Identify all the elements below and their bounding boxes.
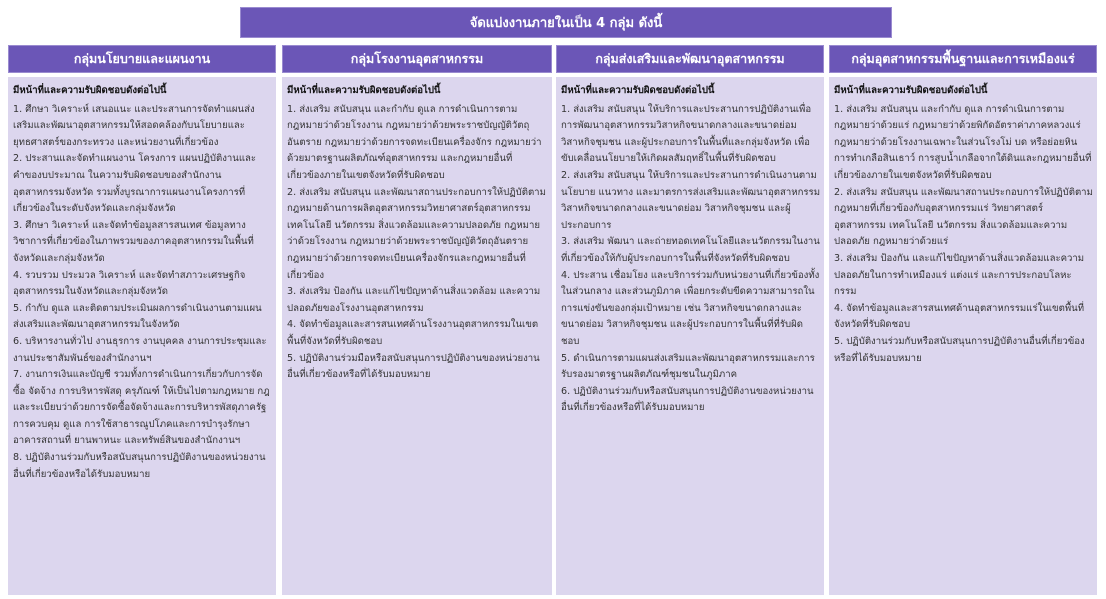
list-item: 1. ส่งเสริม สนับสนุน ให้บริการและประสานการปฏิบัติงานเพื่อการพัฒนาอุตสาหกรรมวิสาหกิจขนาดกลางและขนาดย่อม วิสาหกิจชุมชน และผู้ประกอบการในพื้นที่และกลุ่มจังหวัด เพื่อขับเคลื่อนนโยบายให้เกิดผลสัมฤทธิ์ในพื้นที่รับผิดชอบ <box>561 103 812 165</box>
page-title: จัดแบ่งงานภายในเป็น 4 กลุ่ม ดังนี้ <box>240 7 892 38</box>
list-item: 2. ส่งเสริม สนับสนุน ให้บริการและประสานการดำเนินงานตามนโยบาย แนวทาง และมาตรการส่งเสริมและพัฒนาอุตสาหกรรม วิสาหกิจขนาดกลางและขนาดย่อม วิสาหกิจชุมชน และผู้ประกอบการ <box>561 169 821 231</box>
responsibility-heading: มีหน้าที่และความรับผิดชอบดังต่อไปนี้ <box>287 85 441 96</box>
list-item: 1. ศึกษา วิเคราะห์ เสนอแนะ และประสานการจัดทำแผนส่งเสริมและพัฒนาอุตสาหกรรมให้สอดคล้องกับนโยบายและยุทธศาสตร์ของกระทรวง และหน่วยงานที่เกี่ยวข้อง <box>13 103 255 148</box>
responsibility-heading: มีหน้าที่และความรับผิดชอบดังต่อไปนี้ <box>13 85 167 96</box>
column-policy-planning <box>8 45 276 595</box>
list-item: 3. ส่งเสริม ป้องกัน และแก้ไขปัญหาด้านสิ่งแวดล้อม และความปลอดภัยของโรงงานอุตสาหกรรม <box>287 286 541 314</box>
column-industrial-factories <box>282 45 552 595</box>
column-body <box>282 77 552 595</box>
list-item: 2. ประสานและจัดทำแผนงาน โครงการ แผนปฏิบัติงานและคำของบประมาณ ในความรับผิดชอบของสำนักงานอุตสาหกรรมจังหวัด รวมทั้งบูรณาการแผนงานโครงการที่เกี่ยวข้องในระดับจังหวัดและกลุ่มจังหวัด <box>13 153 257 215</box>
list-item: 2. ส่งเสริม สนับสนุน และพัฒนาสถานประกอบการให้ปฏิบัติตามกฎหมายด้านการผลิตอุตสาหกรรมวิทยาศาสตร์อุตสาหกรรม เทคโนโลยี นวัตกรรม สิ่งแวดล้อมและความปลอดภัย กฎหมายว่าด้วยโรงงาน กฎหมายว่าด้วยพระราชบัญญัติวัตถุอันตราย กฎหมายว่าด้วยการจดทะเบียนเครื่องจักรและกฎหมายอื่นที่เกี่ยวข้อง <box>287 186 546 281</box>
responsibility-heading: มีหน้าที่และความรับผิดชอบดังต่อไปนี้ <box>834 85 988 96</box>
column-body <box>8 77 276 595</box>
column-body <box>829 77 1097 595</box>
column-header: กลุ่มนโยบายและแผนงาน <box>8 45 276 73</box>
column-industrial-promotion <box>556 45 824 595</box>
list-item: 5. ปฏิบัติงานร่วมกับหรือสนับสนุนการปฏิบัติงานอื่นที่เกี่ยวข้องหรือที่ได้รับมอบหมาย <box>834 335 1085 364</box>
column-header: กลุ่มโรงงานอุตสาหกรรม <box>282 45 552 73</box>
list-item: 5. ดำเนินการตามแผนส่งเสริมและพัฒนาอุตสาหกรรมและการรับรองมาตรฐานผลิตภัณฑ์ชุมชนในภูมิภาค <box>561 352 815 381</box>
list-item: 4. จัดทำข้อมูลและสารสนเทศด้านโรงงานอุตสาหกรรมในเขตพื้นที่จังหวัดที่รับผิดชอบ <box>287 319 539 347</box>
list-item: 8. ปฏิบัติงานร่วมกับหรือสนับสนุนการปฏิบัติงานของหน่วยงานอื่นที่เกี่ยวข้องหรือได้รับมอบหมาย <box>13 452 266 480</box>
column-body <box>556 77 824 595</box>
list-item: 4. จัดทำข้อมูลและสารสนเทศด้านอุตสาหกรรมแร่ในเขตพื้นที่จังหวัดที่รับผิดชอบ <box>834 302 1085 331</box>
list-item: 7. งานการเงินและบัญชี รวมทั้งการดำเนินการเกี่ยวกับการจัดซื้อ จัดจ้าง การบริหารพัสดุ ครุภัณฑ์ ให้เป็นไปตามกฎหมาย กฎ และระเบียบว่าด้วยการจัดซื้อจัดจ้างและการบริหารพัสดุภาครัฐ การควบคุม ดูแล การใช้สาธารณูปโภคและการบำรุงรักษา อาคารสถานที่ ยานพาหนะ และทรัพย์สินของสำนักงานฯ <box>13 369 270 447</box>
list-item: 6. ปฏิบัติงานร่วมกับหรือสนับสนุนการปฏิบัติงานของหน่วยงานอื่นที่เกี่ยวข้องหรือที่ได้รับมอบหมาย <box>561 385 814 414</box>
list-item: 1. ส่งเสริม สนับสนุน และกำกับ ดูแล การดำเนินการตามกฎหมายว่าด้วยโรงงาน กฎหมายว่าด้วยพระราชบัญญัติวัตถุอันตราย กฎหมายว่าด้วยการจดทะเบียนเครื่องจักร กฎหมายว่าด้วยมาตรฐานผลิตภัณฑ์อุตสาหกรรม และกฎหมายอื่นที่เกี่ยวข้องภายในเขตจังหวัดที่รับผิดชอบ <box>287 103 542 181</box>
column-basic-industry-mining <box>829 45 1097 595</box>
list-item: 3. ส่งเสริม ป้องกัน และแก้ไขปัญหาด้านสิ่งแวดล้อมและความปลอดภัยในการทำเหมืองแร่ แต่งแร่ และการประกอบโลหะกรรม <box>834 252 1085 298</box>
list-item: 4. ประสาน เชื่อมโยง และบริการร่วมกับหน่วยงานที่เกี่ยวข้องทั้งในส่วนกลาง และส่วนภูมิภาค เพื่อยกระดับขีดความสามารถในการแข่งขันของกลุ่มเป้าหมาย เช่น วิสาหกิจขนาดกลางและขนาดย่อม วิสาหกิจชุมชน และผู้ประกอบการในพื้นที่ที่รับผิดชอบ <box>561 269 820 347</box>
list-item: 5. ปฏิบัติงานร่วมมือหรือสนับสนุนการปฏิบัติงานของหน่วยงานอื่นที่เกี่ยวข้องหรือที่ได้รับมอบหมาย <box>287 352 540 381</box>
column-header: กลุ่มส่งเสริมและพัฒนาอุตสาหกรรม <box>556 45 824 73</box>
list-item: 6. บริหารงานทั่วไป งานธุรการ งานบุคคล งานการประชุมและงานประชาสัมพันธ์ของสำนักงานฯ <box>13 335 267 364</box>
list-item: 1. ส่งเสริม สนับสนุน และกำกับ ดูแล การดำเนินการตามกฎหมายว่าด้วยแร่ กฎหมายว่าด้วยพิกัดอัตราค่าภาคหลวงแร่ กฎหมายว่าด้วยโรงงานเฉพาะในส่วนโรงโม่ บด หรือย่อยหิน การทำเกลือสินเธาว์ การสูบน้ำเกลือจากใต้ดินและกฎหมายอื่นที่เกี่ยวข้องภายในเขตจังหวัดที่รับผิดชอบ <box>834 103 1092 181</box>
list-item: 5. กำกับ ดูแล และติดตามประเมินผลการดำเนินงานตามแผนส่งเสริมและพัฒนาอุตสาหกรรมในจังหวัด <box>13 302 262 331</box>
list-item: 3. ศึกษา วิเคราะห์ และจัดทำข้อมูลสารสนเทศ ข้อมูลทางวิชาการที่เกี่ยวข้องในภาพรวมของภาคอุตสาหกรรมในพื้นที่จังหวัดและกลุ่มจังหวัด <box>13 219 254 264</box>
list-item: 2. ส่งเสริม สนับสนุน และพัฒนาสถานประกอบการให้ปฏิบัติตามกฎหมายที่เกี่ยวข้องกับอุตสาหกรรมแร่ วิทยาศาสตร์อุตสาหกรรม เทคโนโลยี นวัตกรรม สิ่งแวดล้อมและความปลอดภัย กฎหมายว่าด้วยแร่ <box>834 186 1093 248</box>
list-item: 3. ส่งเสริม พัฒนา และถ่ายทอดเทคโนโลยีและนวัตกรรมในงานที่เกี่ยวข้องให้กับผู้ประกอบการในพื้นที่จังหวัดที่รับผิดชอบ <box>561 236 820 264</box>
responsibility-heading: มีหน้าที่และความรับผิดชอบดังต่อไปนี้ <box>561 85 715 96</box>
column-header: กลุ่มอุตสาหกรรมพื้นฐานและการเหมืองแร่ <box>829 45 1097 73</box>
list-item: 4. รวบรวม ประมวล วิเคราะห์ และจัดทำสภาวะเศรษฐกิจอุตสาหกรรมในจังหวัดและกลุ่มจังหวัด <box>13 269 246 298</box>
